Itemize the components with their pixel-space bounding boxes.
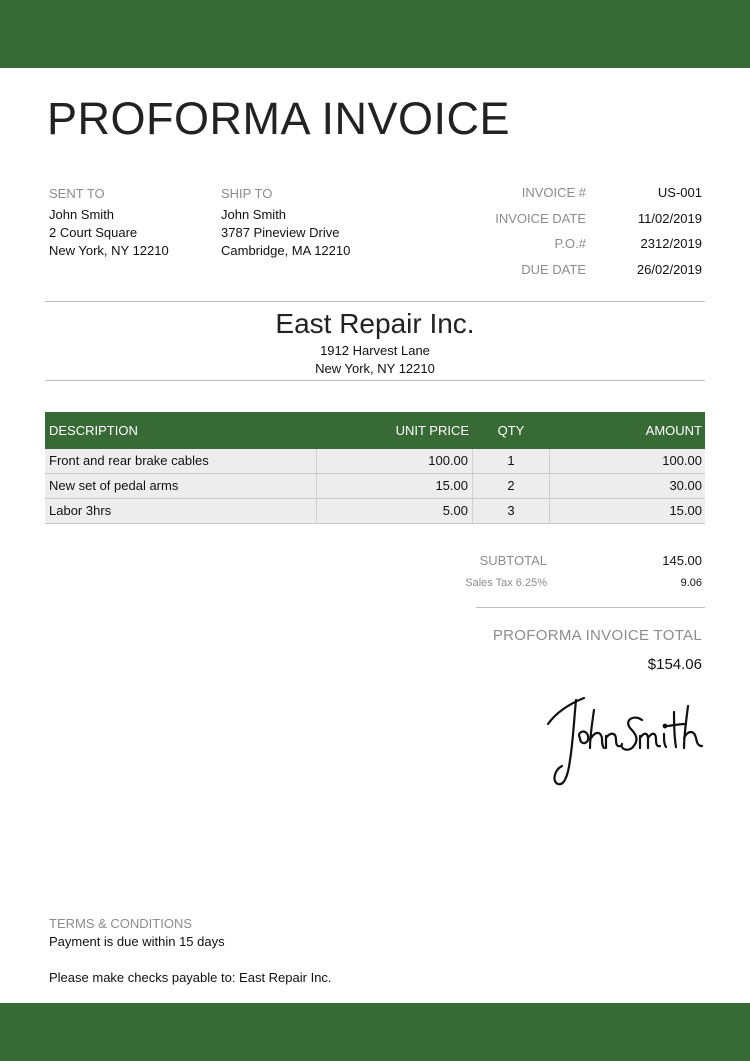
cell-amount: 30.00 bbox=[549, 474, 705, 498]
company-city: New York, NY 12210 bbox=[315, 361, 435, 376]
sent-to-name: John Smith bbox=[49, 207, 115, 222]
header-unit-price: UNIT PRICE bbox=[395, 423, 469, 438]
ship-to-street: 3787 Pineview Drive bbox=[221, 225, 340, 240]
divider bbox=[45, 380, 705, 381]
cell-amount: 15.00 bbox=[549, 499, 705, 523]
meta-label: INVOICE # bbox=[521, 185, 586, 200]
terms-line-payment: Payment is due within 15 days bbox=[49, 934, 225, 949]
totals-divider bbox=[476, 607, 705, 608]
table-row bbox=[45, 499, 705, 524]
sent-to-city: New York, NY 12210 bbox=[49, 243, 169, 258]
tax-label: Sales Tax 6.25% bbox=[465, 577, 547, 589]
subtotal-value: 145.00 bbox=[662, 553, 702, 568]
table-row bbox=[45, 449, 705, 474]
cell-unit-price: 5.00 bbox=[317, 499, 473, 523]
total-label: PROFORMA INVOICE TOTAL bbox=[492, 627, 702, 644]
meta-value: US-001 bbox=[657, 185, 702, 200]
company-street: 1912 Harvest Lane bbox=[320, 343, 430, 358]
tax-value: 9.06 bbox=[680, 577, 702, 589]
terms-line-checks: Please make checks payable to: East Repair Inc. bbox=[49, 970, 332, 985]
subtotal-label: SUBTOTAL bbox=[479, 553, 547, 568]
sent-to-label: SENT TO bbox=[49, 186, 105, 201]
meta-label: INVOICE DATE bbox=[495, 210, 586, 226]
signature-image bbox=[540, 680, 712, 792]
table-row bbox=[45, 474, 705, 499]
meta-row-due-date bbox=[460, 262, 702, 288]
header-amount: AMOUNT bbox=[645, 423, 702, 438]
terms-label: TERMS & CONDITIONS bbox=[49, 916, 193, 931]
line-items-table bbox=[45, 412, 705, 524]
meta-value: 11/02/2019 bbox=[637, 210, 702, 226]
meta-value: 2312/2019 bbox=[640, 236, 702, 251]
ship-to-name: John Smith bbox=[221, 207, 287, 222]
ship-to-block bbox=[221, 185, 350, 260]
cell-unit-price: 15.00 bbox=[317, 474, 473, 498]
divider bbox=[45, 301, 705, 302]
subtotal-line bbox=[440, 553, 702, 568]
header-qty: QTY bbox=[497, 423, 525, 438]
header-band bbox=[0, 0, 750, 68]
ship-to-label: SHIP TO bbox=[221, 186, 273, 201]
tax-line bbox=[440, 577, 702, 589]
terms-block bbox=[49, 915, 332, 987]
cell-qty: 1 bbox=[507, 453, 515, 468]
cell-amount: 100.00 bbox=[549, 449, 705, 473]
cell-description: New set of pedal arms bbox=[45, 474, 317, 498]
total-value: $154.06 bbox=[647, 656, 702, 673]
cell-qty: 3 bbox=[507, 503, 515, 518]
cell-description: Labor 3hrs bbox=[45, 499, 317, 523]
document-title: PROFORMA INVOICE bbox=[47, 93, 511, 144]
meta-value: 26/02/2019 bbox=[636, 261, 702, 277]
table-header bbox=[45, 412, 705, 449]
company-block bbox=[45, 306, 705, 378]
subtotal-row bbox=[440, 553, 702, 568]
terms-gap bbox=[49, 951, 332, 969]
ship-to-city: Cambridge, MA 12210 bbox=[221, 243, 351, 258]
company-name: East Repair Inc. bbox=[275, 308, 475, 339]
tax-row bbox=[440, 577, 702, 589]
meta-row-invoice-date bbox=[460, 211, 702, 237]
meta-row-po-number bbox=[460, 236, 702, 262]
invoice-meta bbox=[460, 185, 702, 287]
cell-unit-price: 100.00 bbox=[317, 449, 473, 473]
sent-to-block bbox=[49, 185, 169, 260]
meta-label: P.O.# bbox=[554, 236, 586, 251]
meta-label: DUE DATE bbox=[521, 261, 586, 277]
sent-to-street: 2 Court Square bbox=[49, 225, 138, 240]
meta-row-invoice-number bbox=[460, 185, 702, 211]
footer-band bbox=[0, 1003, 750, 1061]
header-description: DESCRIPTION bbox=[49, 423, 138, 438]
cell-description: Front and rear brake cables bbox=[45, 449, 317, 473]
cell-qty: 2 bbox=[507, 478, 515, 493]
